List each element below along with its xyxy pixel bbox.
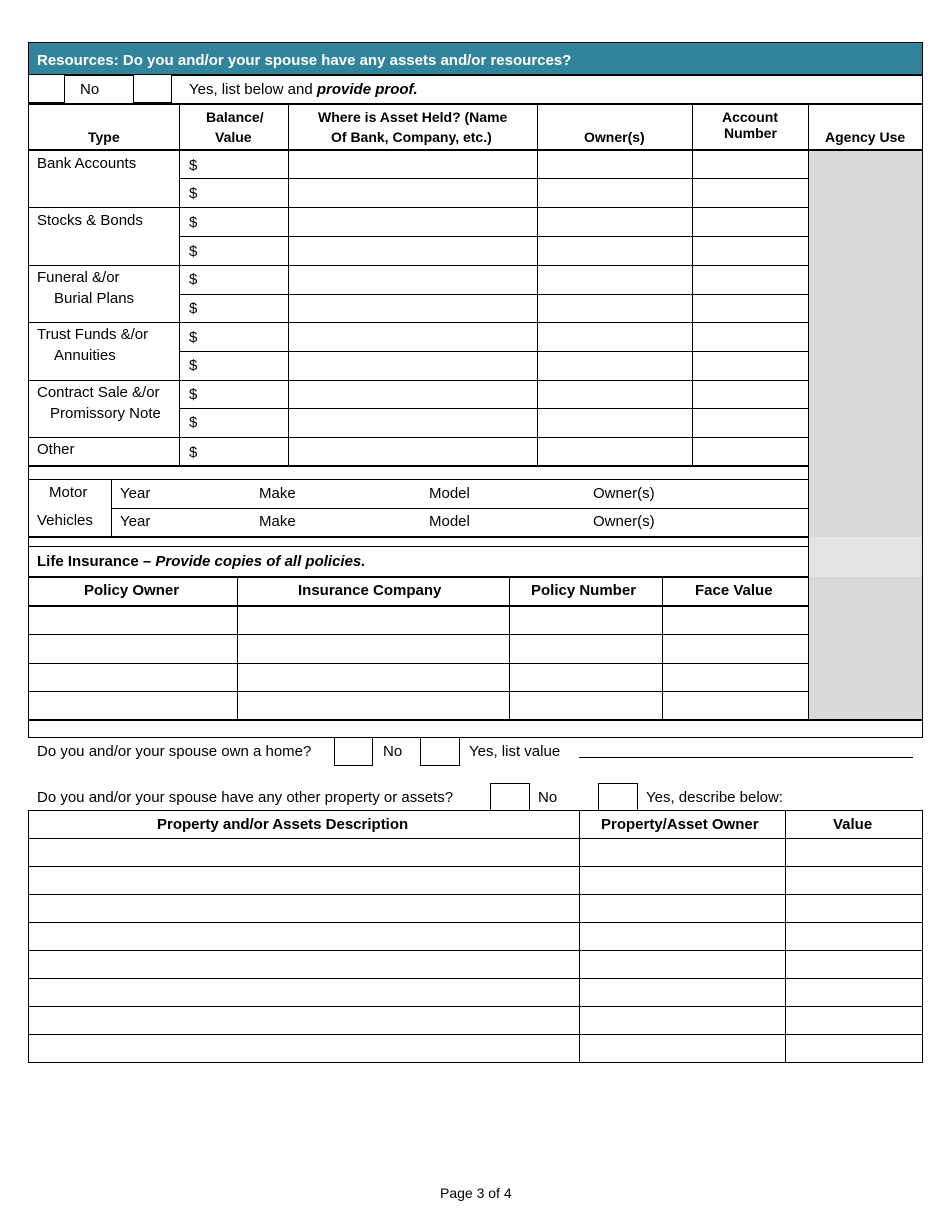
dollar-sign: $ — [189, 271, 198, 288]
col-type: Type — [88, 129, 120, 145]
vehicle-model-label: Model — [429, 513, 470, 530]
dollar-sign: $ — [189, 243, 198, 260]
type-funeral-1: Funeral &/or — [37, 269, 120, 286]
col-property-owner: Property/Asset Owner — [601, 816, 759, 833]
asset-where-field[interactable] — [289, 151, 537, 178]
col-agency: Agency Use — [825, 129, 906, 145]
life-insurance-title: Life Insurance – Provide copies of all policies. — [37, 553, 366, 570]
asset-balance-field[interactable] — [200, 151, 288, 178]
dollar-sign: $ — [189, 329, 198, 346]
resources-header-title: Resources: Do you and/or your spouse have any assets and/or resources? — [37, 52, 572, 69]
asset-owner-field[interactable] — [538, 151, 692, 178]
other-no-label: No — [538, 789, 558, 806]
col-face-value: Face Value — [695, 582, 773, 599]
home-no-label: No — [383, 743, 403, 760]
resources-yes-label: Yes, list below and provide proof. — [189, 81, 418, 98]
resources-no-checkbox[interactable] — [28, 75, 65, 103]
dollar-sign: $ — [189, 185, 198, 202]
other-yes-checkbox[interactable] — [598, 783, 638, 811]
col-balance-2: Value — [215, 129, 252, 145]
type-other: Other — [37, 441, 75, 458]
type-contract-2: Promissory Note — [50, 405, 161, 422]
col-balance-1: Balance/ — [206, 109, 264, 125]
property-table — [28, 810, 923, 1063]
agency-use-column — [809, 151, 922, 720]
vehicle-make-label: Make — [259, 513, 296, 530]
other-yes-label: Yes, describe below: — [646, 789, 784, 806]
vehicle-owner-label: Owner(s) — [593, 485, 655, 502]
col-policy-number: Policy Number — [531, 582, 637, 599]
col-where-2: Of Bank, Company, etc.) — [331, 129, 492, 145]
vehicle-owner-label: Owner(s) — [593, 513, 655, 530]
col-insurance-company: Insurance Company — [298, 582, 442, 599]
home-value-field[interactable] — [579, 742, 913, 758]
home-question: Do you and/or your spouse own a home? — [37, 743, 312, 760]
type-trust-1: Trust Funds &/or — [37, 326, 149, 343]
other-property-question: Do you and/or your spouse have any other property or assets? — [37, 789, 454, 806]
other-no-checkbox[interactable] — [490, 783, 530, 811]
resources-yes-checkbox[interactable] — [133, 75, 172, 103]
vehicle-model-label: Model — [429, 485, 470, 502]
home-yes-checkbox[interactable] — [420, 738, 460, 766]
col-account-2: Number — [724, 125, 777, 141]
asset-account-field[interactable] — [693, 151, 808, 178]
col-account-1: Account — [722, 109, 778, 125]
dollar-sign: $ — [189, 444, 198, 461]
vehicle-year-label: Year — [120, 513, 151, 530]
dollar-sign: $ — [189, 157, 198, 174]
page-number: Page 3 of 4 — [440, 1185, 512, 1201]
col-policy-owner: Policy Owner — [84, 582, 180, 599]
dollar-sign: $ — [189, 214, 198, 231]
vehicle-make-label: Make — [259, 485, 296, 502]
col-owner: Owner(s) — [584, 129, 645, 145]
type-stocks-bonds: Stocks & Bonds — [37, 212, 143, 229]
vehicle-year-label: Year — [120, 485, 151, 502]
dollar-sign: $ — [189, 300, 198, 317]
resources-no-label: No — [80, 81, 100, 98]
vehicles-label-1: Motor — [49, 484, 88, 501]
home-no-checkbox[interactable] — [334, 738, 373, 766]
col-where-1: Where is Asset Held? (Name — [318, 109, 508, 125]
col-property-description: Property and/or Assets Description — [157, 816, 409, 833]
home-yes-label: Yes, list value — [469, 743, 561, 760]
type-funeral-2: Burial Plans — [54, 290, 135, 307]
dollar-sign: $ — [189, 357, 198, 374]
vehicles-label-2: Vehicles — [37, 512, 93, 529]
type-contract-1: Contract Sale &/or — [37, 384, 160, 401]
dollar-sign: $ — [189, 386, 198, 403]
dollar-sign: $ — [189, 414, 198, 431]
col-property-value: Value — [833, 816, 873, 833]
type-trust-2: Annuities — [54, 347, 116, 364]
type-bank-accounts: Bank Accounts — [37, 155, 137, 172]
